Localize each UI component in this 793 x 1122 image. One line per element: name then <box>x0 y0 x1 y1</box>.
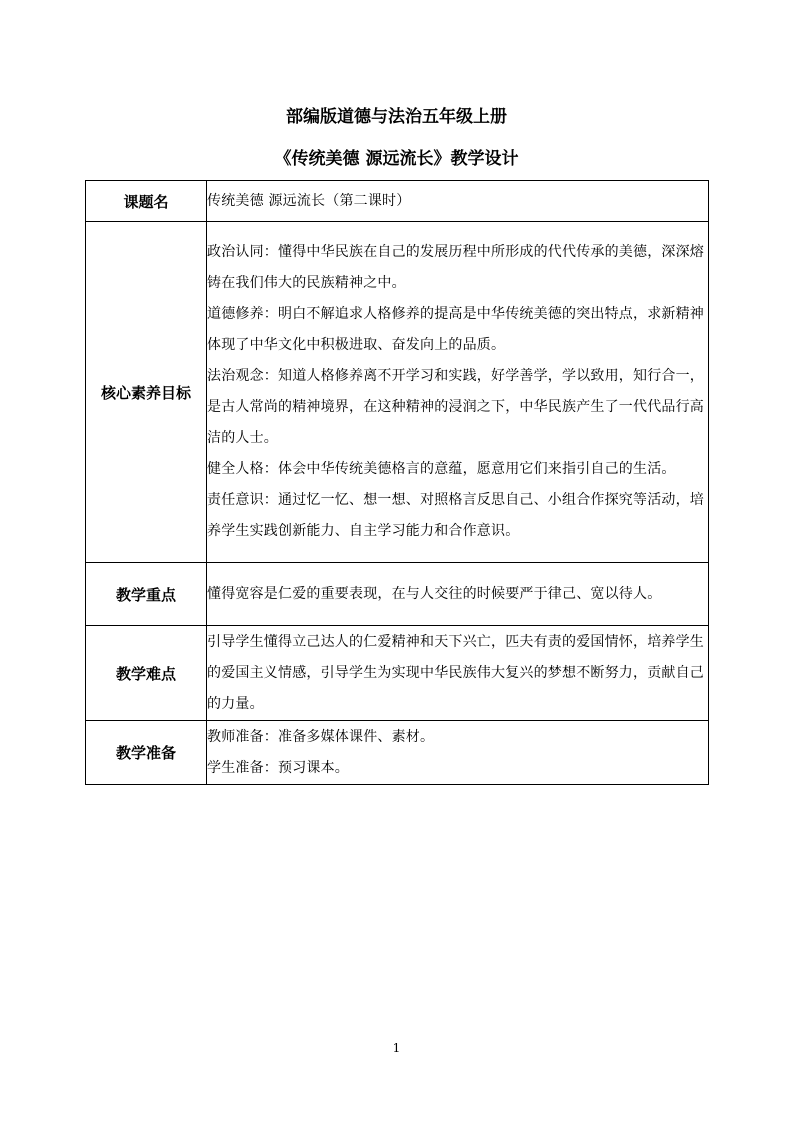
preparation-teacher: 教师准备：准备多媒体课件、素材。 <box>207 728 435 745</box>
difficulty-label: 教学难点 <box>86 626 207 721</box>
lesson-plan-table <box>85 180 709 785</box>
preparation-content <box>207 721 709 785</box>
table-row-topic <box>86 181 709 222</box>
goal-political-identity: 政治认同：懂得中华民族在自己的发展历程中所形成的代代传承的美德，深深熔铸在我们伟大的民族精神之中。 <box>207 244 704 291</box>
table-row-goals <box>86 222 709 563</box>
goal-moral-cultivation: 道德修养：明白不解追求人格修养的提高是中华传统美德的突出特点，求新精神体现了中华文化中积极进取、奋发向上的品质。 <box>207 306 704 353</box>
preparation-student: 学生准备：预习课本。 <box>207 759 349 776</box>
focus-label: 教学重点 <box>86 563 207 626</box>
table-row-preparation <box>86 721 709 785</box>
goal-responsibility: 责任意识：通过忆一忆、想一想、对照格言反思自己、小组合作探究等活动，培养学生实践创新能力、自主学习能力和合作意识。 <box>207 492 704 539</box>
topic-value: 传统美德 源远流长（第二课时） <box>207 181 709 222</box>
goals-content <box>207 222 709 563</box>
goal-sound-personality: 健全人格：体会中华传统美德格言的意蕴，愿意用它们来指引自己的生活。 <box>207 461 676 477</box>
difficulty-value: 引导学生懂得立己达人的仁爱精神和天下兴亡，匹夫有责的爱国情怀，培养学生的爱国主义情感，引导学生为实现中华民族伟大复兴的梦想不断努力，贡献自己的力量。 <box>207 626 709 721</box>
preparation-label: 教学准备 <box>86 721 207 785</box>
focus-value: 懂得宽容是仁爱的重要表现，在与人交往的时候要严于律己、宽以待人。 <box>207 563 709 626</box>
document-subtitle: 《传统美德 源远流长》教学设计 <box>274 149 519 169</box>
page-number: 1 <box>392 1041 401 1055</box>
goal-rule-of-law: 法治观念：知道人格修养离不开学习和实践，好学善学，学以致用，知行合一，是古人常尚的精神境界，在这种精神的浸润之下，中华民族产生了一代代品行高洁的人士。 <box>207 368 704 446</box>
table-row-focus <box>86 563 709 626</box>
goals-label: 核心素养目标 <box>86 222 207 563</box>
document-title: 部编版道德与法治五年级上册 <box>286 107 507 127</box>
topic-label: 课题名 <box>86 181 207 222</box>
table-row-difficulty <box>86 626 709 721</box>
